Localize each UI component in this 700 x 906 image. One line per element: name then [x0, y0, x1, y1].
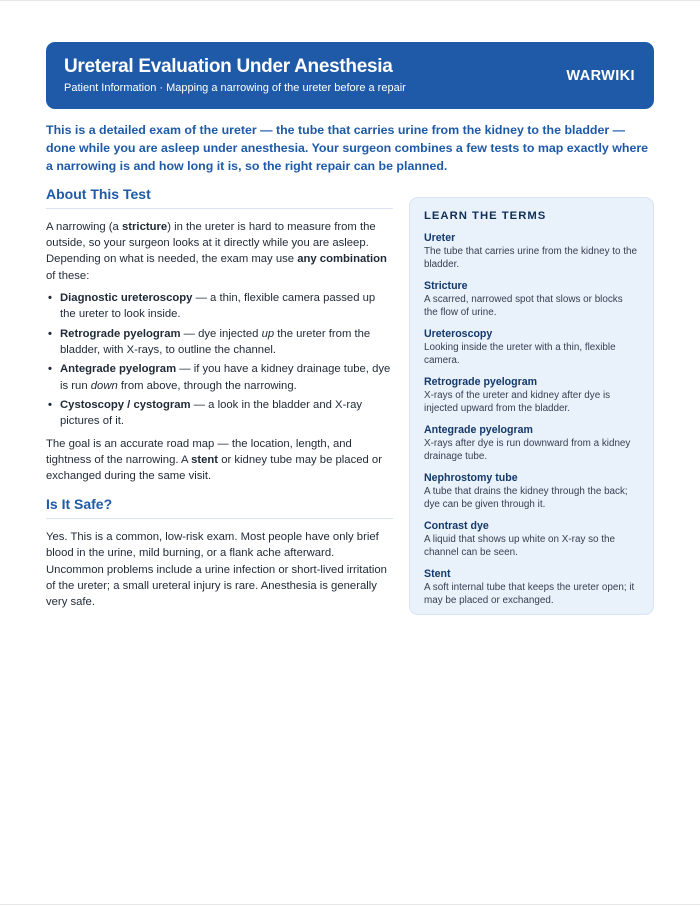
page-subtitle: Patient Information · Mapping a narrowing of the ureter before a repair: [64, 82, 406, 94]
test-emphasis: up: [261, 327, 275, 340]
term-name: Contrast dye: [424, 520, 489, 532]
glossary-item: [424, 231, 639, 271]
glossary-title: LEARN THE TERMS: [424, 210, 547, 222]
intro-lede: This is a detailed exam of the ureter — the tube that carries urine from the kidney to the bladder — done while you are asleep under anesthesia. Your surgeon combines a few tests to map exactly where a narrowing is and how long it is, so the right repair can be planned.: [46, 123, 649, 173]
goal-text-2: or kidney tube may be placed or exchanged during the same visit.: [46, 453, 382, 483]
term-definition: The tube that carries urine from the kidney to the bladder.: [424, 246, 637, 270]
test-emphasis: down: [90, 379, 118, 392]
about-intro-text-2: ) in the ureter is hard to measure from the outside, so your surgeon looks at it directly while you are asleep. Depending on what is needed, the exam may use: [46, 221, 376, 266]
glossary-item: [424, 327, 639, 367]
bottom-divider: [0, 904, 700, 905]
glossary-item: [424, 375, 639, 415]
list-item: [46, 290, 393, 322]
about-intro-bold-1: stricture: [121, 221, 168, 233]
test-name: Cystoscopy / cystogram: [60, 399, 191, 412]
page-title: Ureteral Evaluation Under Anesthesia: [64, 56, 393, 77]
term-name: Retrograde pyelogram: [424, 376, 538, 388]
list-item: [46, 397, 393, 429]
term-name: Nephrostomy tube: [424, 472, 518, 484]
glossary-item: [424, 471, 639, 511]
term-definition: A tube that drains the kidney through the back; dye can be given through it.: [424, 486, 628, 510]
test-name: Retrograde pyelogram: [60, 327, 181, 340]
main-column: [46, 186, 393, 610]
test-desc: — if you have a kidney drainage tube, dye is run: [60, 363, 391, 392]
top-divider: [0, 0, 700, 1]
header-banner: [46, 42, 654, 109]
goal-bold: stent: [191, 453, 219, 466]
goal-text-1: The goal is an accurate road map — the location, length, and tightness of the narrowing. A: [46, 437, 352, 466]
term-name: Ureteroscopy: [424, 328, 493, 340]
safety-paragraph: Yes. This is a common, low-risk exam. Most people have only brief blood in the urine, mild burning, or a flank ache afterward. Uncommon problems include a urine infection or short-lived irritation of the ureter; a small ureteral injury is rare. Anesthesia is generally very safe.: [46, 531, 387, 609]
about-intro-text-3: of these:: [46, 269, 90, 282]
term-definition: A scarred, narrowed spot that slows or blocks the flow of urine.: [424, 294, 623, 318]
glossary-item: [424, 519, 639, 559]
glossary-item: [424, 279, 639, 319]
glossary-item: [424, 567, 639, 607]
term-name: Stent: [424, 568, 451, 580]
term-name: Ureter: [424, 232, 456, 244]
test-list: [46, 290, 393, 430]
term-definition: X-rays after dye is run downward from a kidney drainage tube.: [424, 438, 631, 462]
test-name: Antegrade pyelogram: [60, 363, 177, 376]
section-heading-about: About This Test: [46, 186, 393, 209]
test-desc: — a look in the bladder and X-ray pictures of it.: [60, 399, 363, 428]
about-intro-paragraph: [46, 219, 393, 284]
test-desc: — dye injected: [180, 327, 262, 340]
term-definition: A liquid that shows up white on X-ray so the channel can be seen.: [424, 534, 616, 558]
about-intro-text-1: A narrowing (a: [46, 221, 122, 233]
test-desc-end: from above, through the narrowing.: [117, 379, 297, 392]
test-name: Diagnostic ureteroscopy: [60, 291, 193, 304]
glossary-item: [424, 423, 639, 463]
goal-paragraph: [46, 436, 393, 485]
test-desc: — a thin, flexible camera passed up the ureter to look inside.: [60, 291, 376, 321]
about-intro-bold-2: any combination: [297, 253, 387, 266]
term-definition: X-rays of the ureter and kidney after dye is injected upward from the bladder.: [424, 390, 611, 414]
term-definition: Looking inside the ureter with a thin, flexible camera.: [424, 342, 616, 366]
brand-logo-text: WARWIKI: [566, 68, 635, 84]
section-heading-safety: Is It Safe?: [46, 496, 393, 519]
test-desc-end: the ureter from the bladder, with X-rays, to outline the channel.: [60, 327, 371, 356]
glossary-panel: [409, 197, 654, 615]
list-item: [46, 361, 393, 393]
term-definition: A soft internal tube that keeps the ureter open; it may be placed or exchanged.: [424, 582, 635, 606]
term-name: Stricture: [424, 280, 468, 292]
list-item: [46, 326, 393, 358]
term-name: Antegrade pyelogram: [424, 424, 533, 436]
